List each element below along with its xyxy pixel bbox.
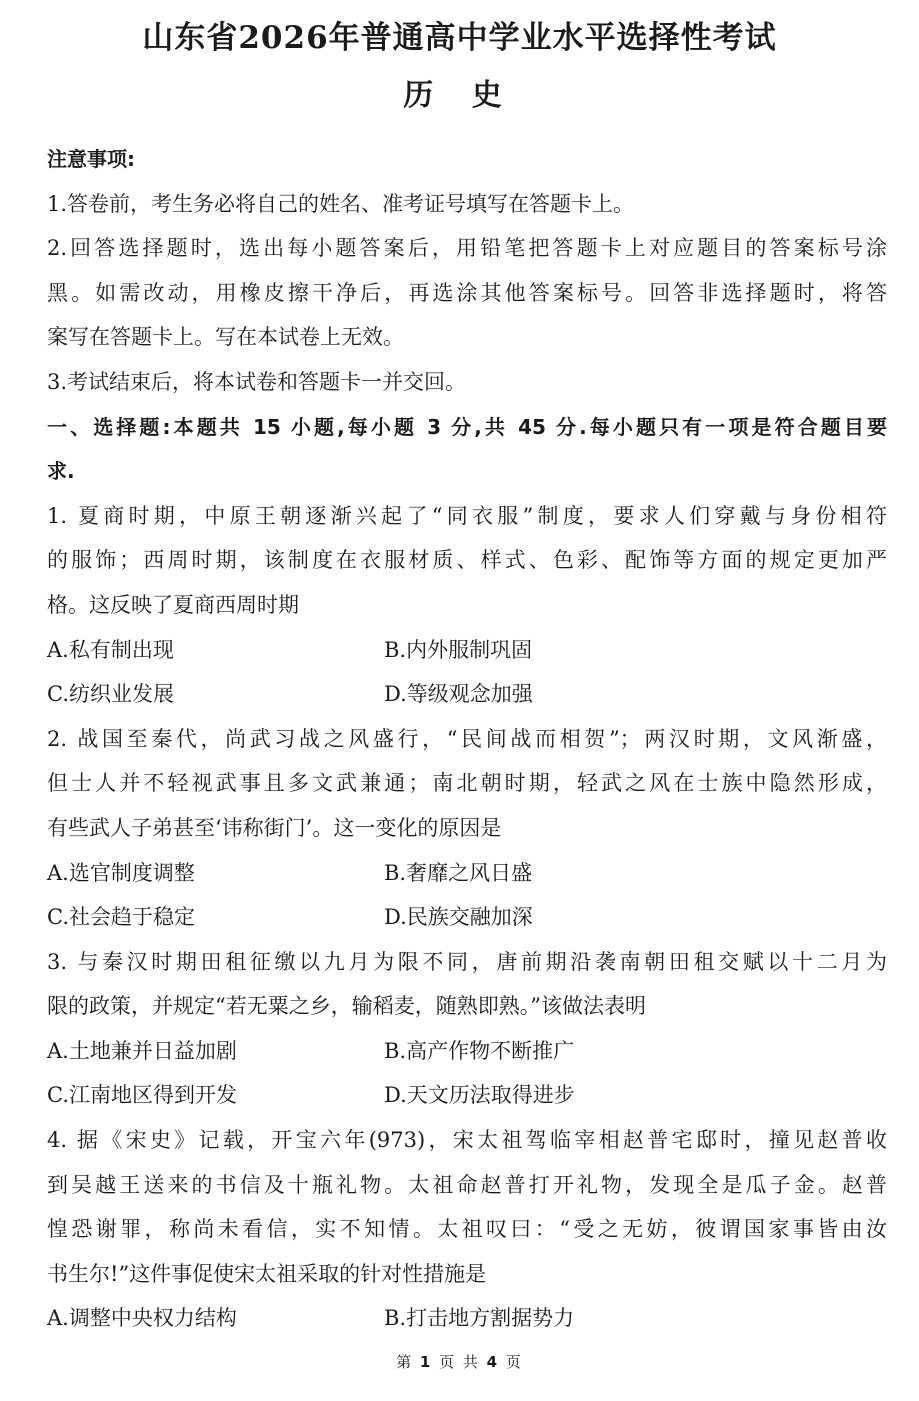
question-3-options-row-2 [47,1073,887,1118]
section-heading-line-1: 一、选择题:本题共 15 小题,每小题 3 分,共 45 分.每小题只有一项是符合题目要 [47,414,887,439]
question-2-line-2: 但士人并不轻视武事且多文武兼通；南北朝时期，轻武之风在士族中隐然形成， [47,771,887,796]
question-1 [47,494,887,717]
page-footer [0,1350,919,1374]
footer-prefix: 第 [396,1353,414,1371]
notes-line-1: 1.答卷前，考生务必将自己的姓名、准考证号填写在答题卡上。 [47,191,635,216]
subject-title: 历 史 [403,78,516,113]
question-1-options-row-1 [47,628,887,673]
question-4-line-1: 4. 据《宋史》记载，开宝六年(973)，宋太祖驾临宰相赵普宅邸时，撞见赵普收 [47,1128,887,1153]
question-4-line-2: 到吴越王送来的书信及十瓶礼物。太祖命赵普打开礼物，发现全是瓜子金。赵普 [47,1172,887,1197]
question-2-option-b: B.奢靡之风日盛 [384,860,533,885]
question-4 [47,1118,887,1341]
question-3 [47,940,887,1118]
footer-total-pages: 4 [486,1353,500,1371]
notes-line-3: 黑。如需改动，用橡皮擦干净后，再选涂其他答案标号。回答非选择题时，将答 [47,280,887,305]
question-2-option-d: D.民族交融加深 [384,905,533,930]
notes-heading: 注意事项: [47,147,135,171]
question-1-option-b: B.内外服制巩固 [384,637,533,662]
question-1-line-2: 的服饰；西周时期，该制度在衣服材质、样式、色彩、配饰等方面的规定更加严 [47,548,887,573]
question-3-option-c: C.江南地区得到开发 [47,1083,237,1108]
question-4-option-b: B.打击地方割据势力 [384,1306,575,1331]
question-3-line-1: 3. 与秦汉时期田租征缴以九月为限不同，唐前期沿袭南朝田租交赋以十二月为 [47,949,887,974]
question-3-line-2: 限的政策，并规定“若无粟之乡，输稻麦，随熟即熟。”该做法表明 [47,994,646,1019]
question-2 [47,717,887,940]
question-2-option-c: C.社会趋于稳定 [47,905,195,930]
question-2-options-row-2 [47,895,887,940]
question-1-option-d: D.等级观念加强 [384,682,533,707]
question-3-option-d: D.天文历法取得进步 [384,1083,575,1108]
question-2-option-a: A.选官制度调整 [47,860,195,885]
notes-line-4: 案写在答题卡上。写在本试卷上无效。 [47,325,404,350]
question-4-line-3: 惶恐谢罪，称尚未看信，实不知情。太祖叹曰：“受之无妨，彼谓国家事皆由汝 [47,1217,887,1242]
question-1-line-3: 格。这反映了夏商西周时期 [47,592,299,617]
question-4-line-4: 书生尔!”这件事促使宋太祖采取的针对性措施是 [47,1261,487,1286]
notes-line-2: 2.回答选择题时，选出每小题答案后，用铅笔把答题卡上对应题目的答案标号涂 [47,236,887,261]
footer-page-number: 1 [419,1353,433,1371]
footer-suffix: 页 [505,1353,523,1371]
question-4-option-a: A.调整中央权力结构 [47,1306,237,1331]
question-1-options-row-2 [47,672,887,717]
section-heading-line-2: 求. [47,459,75,484]
question-3-option-b: B.高产作物不断推广 [384,1038,575,1063]
question-2-line-3: 有些武人子弟甚至‘讳称街门’。这一变化的原因是 [47,815,502,840]
question-3-option-a: A.土地兼并日益加剧 [47,1038,237,1063]
question-1-option-c: C.纺织业发展 [47,682,174,707]
question-3-options-row-1 [47,1029,887,1074]
question-1-line-1: 1. 夏商时期，中原王朝逐渐兴起了“同衣服”制度，要求人们穿戴与身份相符 [47,503,887,528]
exam-content [47,137,887,1341]
question-2-options-row-1 [47,851,887,896]
notes-line-5: 3.考试结束后，将本试卷和答题卡一并交回。 [47,369,467,394]
exam-title: 山东省2026年普通高中学业水平选择性考试 [142,20,777,56]
question-4-options-row-1 [47,1296,887,1341]
question-1-option-a: A.私有制出现 [47,637,174,662]
question-2-line-1: 2. 战国至秦代，尚武习战之风盛行，“民间战而相贺”；两汉时期，文风渐盛， [47,726,887,751]
footer-middle: 页 共 [439,1353,480,1371]
